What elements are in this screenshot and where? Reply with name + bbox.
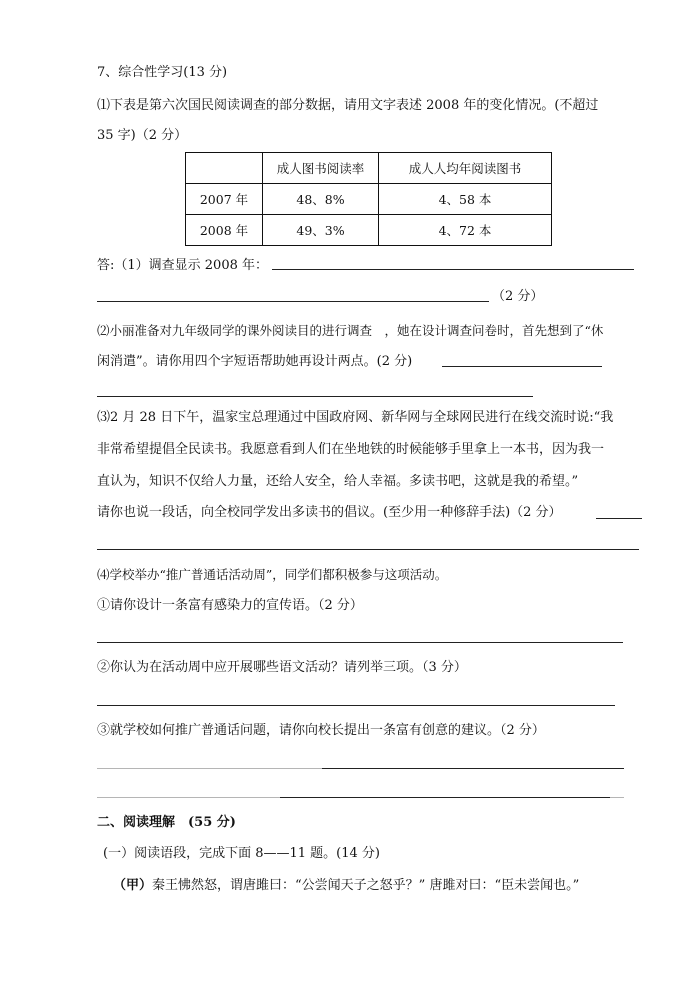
answer-2-blank-b[interactable] [97,396,533,397]
answer-4c-blank-faint-c [610,797,624,798]
table-cell-year: 2008 年 [186,215,263,246]
table-cell-rate: 49、3% [263,215,379,246]
passage-jia-label: （甲） [113,878,153,893]
table-header-cell: 成人图书阅读率 [263,153,379,184]
answer-1-blank-a[interactable] [272,269,634,270]
table-cell-rate: 48、8% [263,184,379,215]
answer-1-score: （2 分） [492,289,544,304]
question-3-line-3: 直认为，知识不仅给人力量，还给人安全，给人幸福。多读书吧，这就是我的希望。” [97,474,579,489]
answer-4c-blank-b[interactable] [280,797,610,798]
answer-2-blank-a[interactable] [442,366,602,367]
question-4-part-c: ③就学校如何推广普通话问题，请你向校长提出一条富有创意的建议。（2 分） [97,723,545,738]
answer-4a-blank[interactable] [97,642,623,643]
answer-label: 答:（1）调查显示 2008 年： [97,258,268,273]
question-4-part-b: ②你认为在活动周中应开展哪些语文活动？请列举三项。（3 分） [97,660,467,675]
passage-jia [113,878,579,894]
table-cell-year: 2007 年 [186,184,263,215]
table-header-cell: 成人人均年阅读图书 [379,153,552,184]
question-2-line-2: 闲消遣”。请你用四个字短语帮助她再设计两点。(2 分) [97,354,413,369]
answer-3-blank-b[interactable] [97,549,639,550]
question-4-intro: ⑷学校举办“推广普通话活动周”，同学们都积极参与这项活动。 [97,567,448,582]
answer-4b-blank[interactable] [97,705,615,706]
passage-jia-text: 秦王怫然怒，谓唐雎曰：“公尝闻天子之怒乎？” 唐雎对曰：“臣未尝闻也。” [152,878,580,893]
reading-survey-table [185,152,552,246]
table-cell-books: 4、58 本 [379,184,552,215]
table-header-cell [186,153,263,184]
question-4-part-a: ①请你设计一条富有感染力的宣传语。（2 分） [97,598,363,613]
table-cell-books: 4、72 本 [379,215,552,246]
answer-4c-blank-faint-a [97,768,322,769]
table-header-row [186,153,552,184]
table-row [186,184,552,215]
question-3-line-2: 非常希望提倡全民读书。我愿意看到人们在坐地铁的时候能够手里拿上一本书，因为我一 [97,442,605,457]
question-2-line-1: ⑵小丽准备对九年级同学的课外阅读目的进行调查 ，她在设计调查问卷时，首先想到了“休 [97,323,604,338]
section-2-heading: 二、阅读理解 (55 分) [97,815,236,830]
section-7-title: 7、综合性学习(13 分) [97,65,228,80]
question-1-line-2: 35 字)（2 分） [97,128,188,143]
question-3-line-4: 请你也说一段话，向全校同学发出多读书的倡议。(至少用一种修辞手法)（2 分） [97,505,562,520]
table-row [186,215,552,246]
answer-1-blank-b[interactable] [97,301,489,302]
answer-4c-blank-a[interactable] [322,768,624,769]
answer-3-blank-a[interactable] [596,518,642,519]
answer-4c-blank-faint-b [97,797,280,798]
reading-part-1-title: (一）阅读语段，完成下面 8——11 题。(14 分) [103,846,380,861]
question-1-line-1: ⑴下表是第六次国民阅读调查的部分数据，请用文字表述 2008 年的变化情况。(不超过 [97,98,599,113]
question-3-line-1: ⑶2 月 28 日下午，温家宝总理通过中国政府网、新华网与全球网民进行在线交流时说:“我 [97,410,614,425]
